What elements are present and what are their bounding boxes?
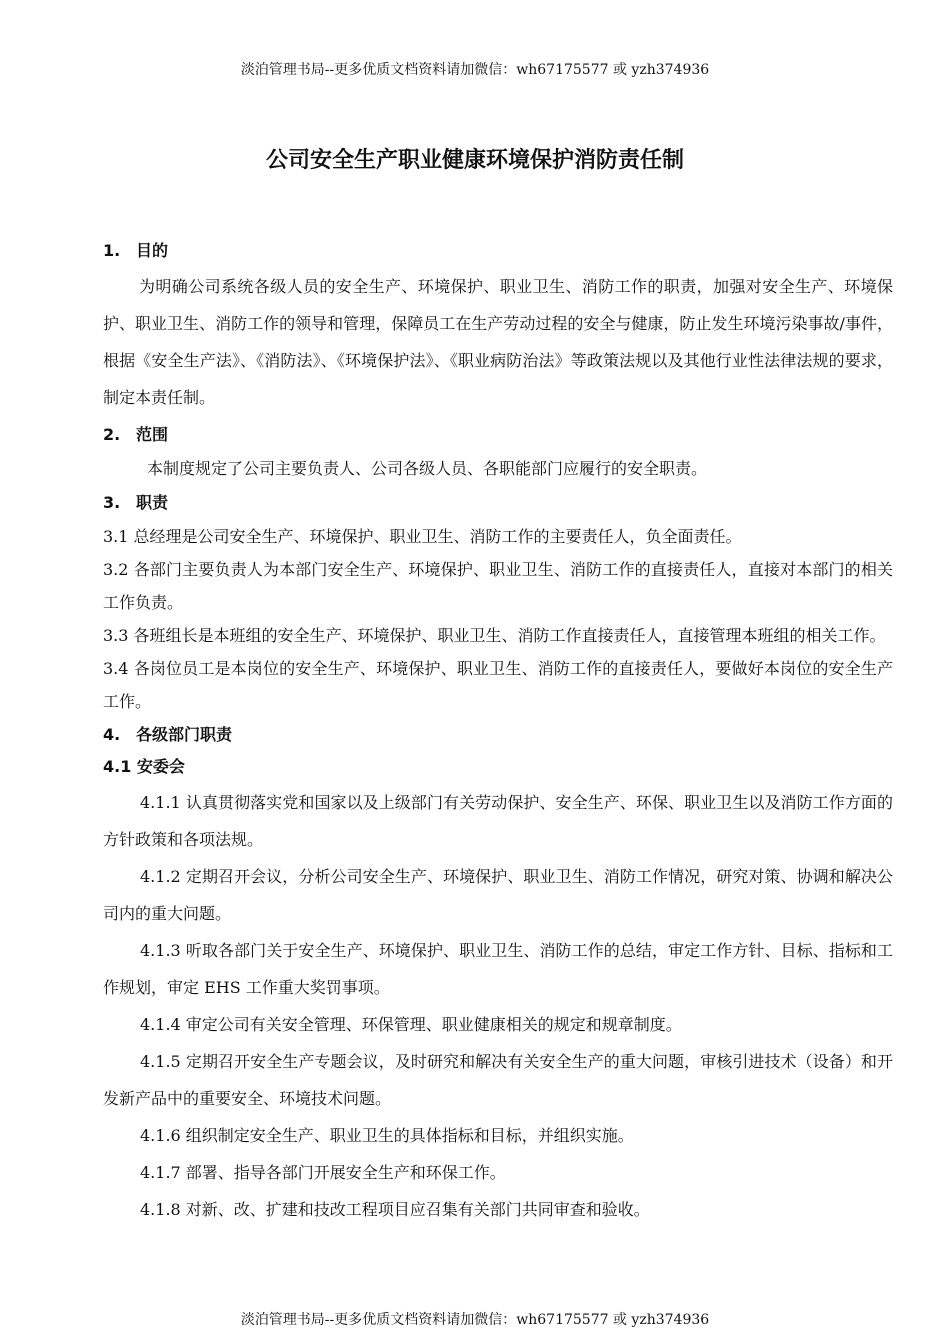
subsection-heading-safety-committee [103, 756, 893, 778]
committee-item: 4.1.6 组织制定安全生产、职业卫生的具体指标和目标，并组织实施。 [140, 1126, 634, 1145]
section-number: 2. [103, 425, 121, 444]
section-heading-department-duties [103, 724, 893, 746]
committee-item: 4.1.5 定期召开安全生产专题会议，及时研究和解决有关安全生产的重大问题，审核引进技术（设备）和开发新产品中的重要安全、环境技术问题。 [103, 1052, 893, 1108]
section-number: 1. [103, 241, 121, 260]
duty-item: 3.1 总经理是公司安全生产、环境保护、职业卫生、消防工作的主要责任人，负全面责任。 [103, 527, 742, 546]
duty-item: 3.2 各部门主要负责人为本部门安全生产、环境保护、职业卫生、消防工作的直接责任人，直接对本部门的相关工作负责。 [103, 560, 893, 612]
committee-item: 4.1.8 对新、改、扩建和技改工程项目应召集有关部门共同审查和验收。 [140, 1200, 650, 1219]
committee-item: 4.1.7 部署、指导各部门开展安全生产和环保工作。 [140, 1163, 506, 1182]
purpose-paragraph: 为明确公司系统各级人员的安全生产、环境保护、职业卫生、消防工作的职责，加强对安全生产、环境保护、职业卫生、消防工作的领导和管理，保障员工在生产劳动过程的安全与健康，防止发生环境污染事故/事件，根据《安全生产法》、《消防法》、《环境保护法》、《职业病防治法》等政策法规以及其他行业性法律法规的要求，制定本责任制。 [103, 277, 893, 407]
section-title: 目的 [136, 241, 169, 260]
page-footer: 淡泊管理书局--更多优质文档资料请加微信：wh67175577 或 yzh374936 [240, 1312, 710, 1328]
committee-item: 4.1.4 审定公司有关安全管理、环保管理、职业健康相关的规定和规章制度。 [140, 1015, 682, 1034]
section-heading-duties [103, 492, 893, 514]
section-heading-scope [103, 424, 893, 446]
scope-paragraph: 本制度规定了公司主要负责人、公司各级人员、各职能部门应履行的安全职责。 [147, 459, 708, 478]
section-title: 范围 [136, 425, 169, 444]
document-body [103, 234, 893, 1228]
section-heading-purpose [103, 240, 893, 262]
duty-item: 3.3 各班组长是本班组的安全生产、环境保护、职业卫生、消防工作直接责任人，直接管理本班组的相关工作。 [103, 626, 886, 645]
committee-item: 4.1.1 认真贯彻落实党和国家以及上级部门有关劳动保护、安全生产、环保、职业卫生以及消防工作方面的方针政策和各项法规。 [103, 793, 893, 849]
committee-item: 4.1.2 定期召开会议，分析公司安全生产、环境保护、职业卫生、消防工作情况，研究对策、协调和解决公司内的重大问题。 [103, 867, 893, 923]
section-number: 3. [103, 493, 121, 512]
section-number: 4. [103, 725, 121, 744]
duty-item: 3.4 各岗位员工是本岗位的安全生产、环境保护、职业卫生、消防工作的直接责任人，要做好本岗位的安全生产工作。 [103, 659, 893, 711]
section-title: 职责 [136, 493, 169, 512]
section-title: 各级部门职责 [136, 725, 233, 744]
committee-item: 4.1.3 听取各部门关于安全生产、环境保护、职业卫生、消防工作的总结，审定工作方针、目标、指标和工作规划，审定 EHS 工作重大奖罚事项。 [103, 941, 893, 997]
subsection-title: 4.1 安委会 [103, 757, 185, 776]
document-title: 公司安全生产职业健康环境保护消防责任制 [265, 148, 684, 173]
page-header: 淡泊管理书局--更多优质文档资料请加微信：wh67175577 或 yzh374936 [240, 62, 710, 78]
